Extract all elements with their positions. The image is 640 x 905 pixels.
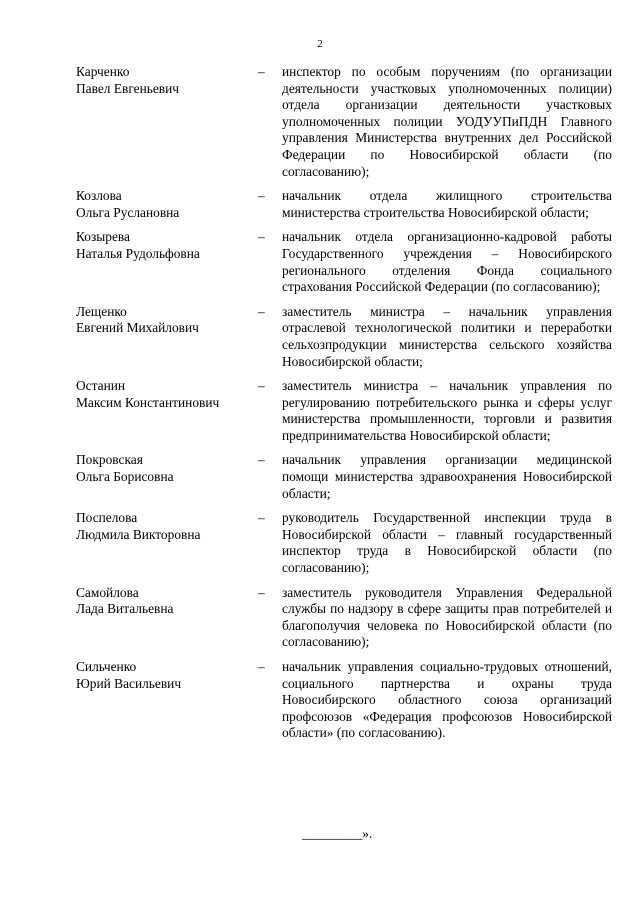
dash-separator: – (258, 510, 265, 526)
member-entry (76, 64, 612, 180)
member-entry (76, 585, 612, 651)
member-name (76, 378, 254, 444)
member-name (76, 188, 254, 221)
dash-separator: – (258, 584, 265, 600)
member-surname: Лещенко (76, 303, 127, 319)
member-name (76, 659, 254, 742)
member-position: заместитель руководителя Управления Федеральной службы по надзору в сфере защиты прав потребителей и благополучия человека по Новосибирской области (по согласованию); (282, 584, 612, 650)
dash-separator: – (258, 188, 265, 204)
member-given-names: Евгений Михайлович (76, 320, 199, 336)
member-position: начальник управления социально-трудовых отношений, социального партнерства и охраны труда Новосибирского областного союза организаций профсоюзов «Федерация профсоюзов Новосибирской области» (по согласованию). (282, 659, 612, 741)
member-name (76, 229, 254, 295)
member-surname: Поспелова (76, 510, 138, 526)
member-entry (76, 452, 612, 502)
dash-separator: – (258, 229, 265, 245)
member-position: инспектор по особым поручениям (по организации деятельности участковых уполномоченных полиции) отдела организации деятельности участковых уполномоченных полиции УОДУУПиПДН Главного управления Министерства внутренних дел Российской Федерации по Новосибирской области (по согласованию); (282, 64, 612, 179)
member-position: начальник управления организации медицинской помощи министерства здравоохранения Новосибирской области; (282, 452, 612, 501)
member-surname: Самойлова (76, 584, 139, 600)
member-position: начальник отдела организационно-кадровой работы Государственного учреждения – Новосибирского регионального отделения Фонда социального страхования Российской Федерации (по согласованию); (282, 229, 612, 295)
member-name (76, 585, 254, 651)
member-position: начальник отдела жилищного строительства министерства строительства Новосибирской области; (282, 188, 612, 220)
member-list (76, 64, 612, 750)
member-surname: Сильченко (76, 659, 137, 674)
member-position: заместитель министра – начальник управления отраслевой технологической политики и переработки сельхозпродукции министерства сельского хозяйства Новосибирской области; (282, 303, 612, 369)
member-name (76, 452, 254, 502)
member-position: заместитель министра – начальник управления по регулированию потребительского рынка и сферы услуг министерства промышленности, торговли и развития предпринимательства Новосибирской области; (282, 378, 612, 443)
dash-separator: – (258, 378, 265, 394)
dash-separator: – (258, 452, 265, 468)
dash-separator: – (258, 303, 265, 319)
member-entry (76, 378, 612, 444)
member-given-names: Юрий Васильевич (76, 675, 182, 691)
member-given-names: Ольга Руслановна (76, 204, 180, 220)
member-surname: Покровская (76, 452, 143, 468)
member-given-names: Лада Витальевна (76, 601, 174, 617)
member-given-names: Павел Евгеньевич (76, 80, 180, 96)
dash-separator: – (258, 659, 265, 674)
member-entry (76, 229, 612, 295)
member-given-names: Ольга Борисовна (76, 469, 174, 485)
dash-separator: – (258, 64, 265, 79)
member-name (76, 510, 254, 576)
member-given-names: Максим Константинович (76, 394, 220, 410)
member-name (76, 304, 254, 370)
member-surname: Карченко (76, 64, 130, 79)
member-entry (76, 188, 612, 221)
member-given-names: Людмила Викторовна (76, 526, 201, 542)
member-position: руководитель Государственной инспекции труда в Новосибирской области – главный государственный инспектор труда в Новосибирской области (по согласованию); (282, 510, 612, 576)
member-surname: Козырева (76, 229, 130, 245)
member-surname: Останин (76, 378, 126, 394)
closing-mark: _________». (302, 826, 373, 841)
page-number: 2 (317, 38, 323, 50)
member-entry (76, 510, 612, 576)
member-surname: Козлова (76, 188, 122, 204)
member-entry (76, 659, 612, 742)
member-entry (76, 304, 612, 370)
member-given-names: Наталья Рудольфовна (76, 245, 200, 261)
member-name (76, 64, 254, 180)
